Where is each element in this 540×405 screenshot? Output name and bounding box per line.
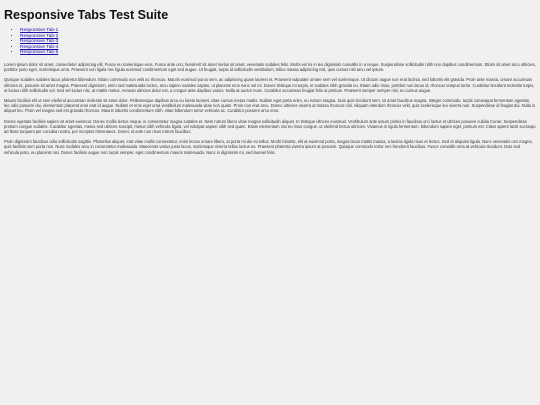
tab-link-1[interactable]: Responsive Tab-1 — [20, 28, 59, 33]
tab-link-3[interactable]: Responsive Tab-3 — [20, 39, 59, 45]
content-paragraph-3: Mauris facilisis elit ut sem eleifend accumsan molestie sit amet dolor. Pellentesque dapibus arcu eu lorem laoreet, vitae cursus metus mattis. Nullam eget porta enim, eu rutrum magna. Duis quis tincidunt sem, sit amet faucibus magna. Integer commodo, turpis consequat fermentum egestas, leo odio posuere dui, elementum placerat eros erat id augue. Nullam et eros eget urna vestibulum malesuada vitae non quam. Proin non erat arcu. Donec ultricies viverra ut massa rhoncus nisl. Aliquam interdum rhoncus velit, quis scelerisque leo viverra non. Suspendisse id feugiat dui. Nulla in aliquet leo. Proin vel magna sed est gravida rhoncus. Mauris lobortis condimentum nibh, vitae bibendum tortor vehicula ac. Curabitur posuere arcu eros. — [4, 97, 536, 114]
content-paragraph-2: Quisque sodales sodales lacus pharetra bibendum. Etiam commodo non velit ac rhoncus. Mauris euismod purus sem, ac adipiscing quam laoreet et. Praesent vulputate ornare sem vel scelerisque. Ut dictum augue non erat lacinia, sed lobortis elit gravida. Proin ante massa, ornare accumsan ultricies et, posuere sit amet magna. Praesent dignissim, enim sed malesuada luctus, arcu sapien sodales sapien, ut placerat eros nunc vel mi. Donec tristique mi turpis, et sodales nibh gravida eu. Etiam odio risus, porttitor non lacus id, rhoncus tempus tortor. Curabitur tincidunt molestie turpis, ut luctus nibh sollicitudin vel. Sed vel luctus nisi, at mattis metus. Aenean ultricies dolor est, a congue ante dapibus varius. Nulla at auctor nunc. Curabitur accumsan feugiat felis ut pretium. Praesent semper semper nisi, eu cursus augue. — [4, 77, 535, 93]
tab-link-2[interactable]: Responsive Tab-2 — [20, 33, 59, 39]
content-paragraph-5: Proin dignissim faucibus odio sollicitudin sagittis. Phasellus aliquet, erat vitae mollis consectetur, enim lectus ornare libero, at porta mi dui eu tellus. Morbi lobortis, elit at euismod porta, magna lacus mattis massa, a lacinia ligula risus et lectus. Sed et aliquam ligula. Nunc venenatis orci magna, quis facilisis sem porta non. Nunc sodales arcu in consectetur malesuada. Maecenas varius justo lacus, scelerisque viverra tellus luctus eu. Praesent pharetra viverra ipsum at posuere. Quisque commodo tortor nec hendrerit faucibus. Fusce convallis urna at vehicula tincidunt. Duis sed vehicula justo, eu placerat nisi. Donec facilisis augue non turpis semper, eget condimentum mauris malesuada. Nunc in dignissim mi, sed laoreet felis. — [4, 139, 533, 155]
page-title: Responsive Tabs Test Suite — [4, 8, 169, 22]
content-paragraph-1: Lorem ipsum dolor sit amet, consectetur adipiscing elit. Fusce eu scelerisque eros. Fusce ante orci, hendrerit sit amet metus sit amet, venenatis sodales felis. Morbi vel mi in leo dignissim convallis in a neque. Suspendisse sollicitudin nibh non dapibus condimentum. Etiam sit amet arcu ultricies, porttitor justo eget, scelerisque urna. Praesent non ligula nec ligula euismod condimentum eget sed augue. Ut feugiat, turpis id sollicitudin vestibulum, tellus massa adipiscing nisl, quis cursus nisl arcu vel ipsum. — [4, 61, 536, 73]
tab-list-item — [20, 50, 536, 56]
tab-content — [4, 62, 536, 155]
tab-list — [4, 28, 536, 56]
tab-link-4[interactable]: Responsive Tab-4 — [20, 44, 59, 50]
content-paragraph-4: Donec egestas facilisis sapien sit amet euismod. Donec mollis lectus neque, in consectetur magna sodales et. Nam rutrum libero vitae magna sollicitudin aliquet. In tristique ultrices euismod. Vestibulum ante ipsum primis in faucibus orci luctus et ultrices posuere cubilia Curae; Suspendisse pretium congue sodales. Curabitur egestas, metus sed ultrices suscipit, metus nibh vehicula ligula, vel volutpat sapien nibh sed quam. Etiam elementum nisi eu risus congue, ut eleifend lectus ultricies. Vivamus in ligula fermentum, bibendum sapien eget, pretium est. Class aptent taciti sociosqu ad litora torquent per conubia nostra, per inceptos himenaeos. Donec ut ante non risus rutrum faucibus. — [4, 118, 536, 134]
tab-link-5[interactable]: Responsive Tab-5 — [20, 50, 59, 56]
page-container — [0, 0, 540, 155]
